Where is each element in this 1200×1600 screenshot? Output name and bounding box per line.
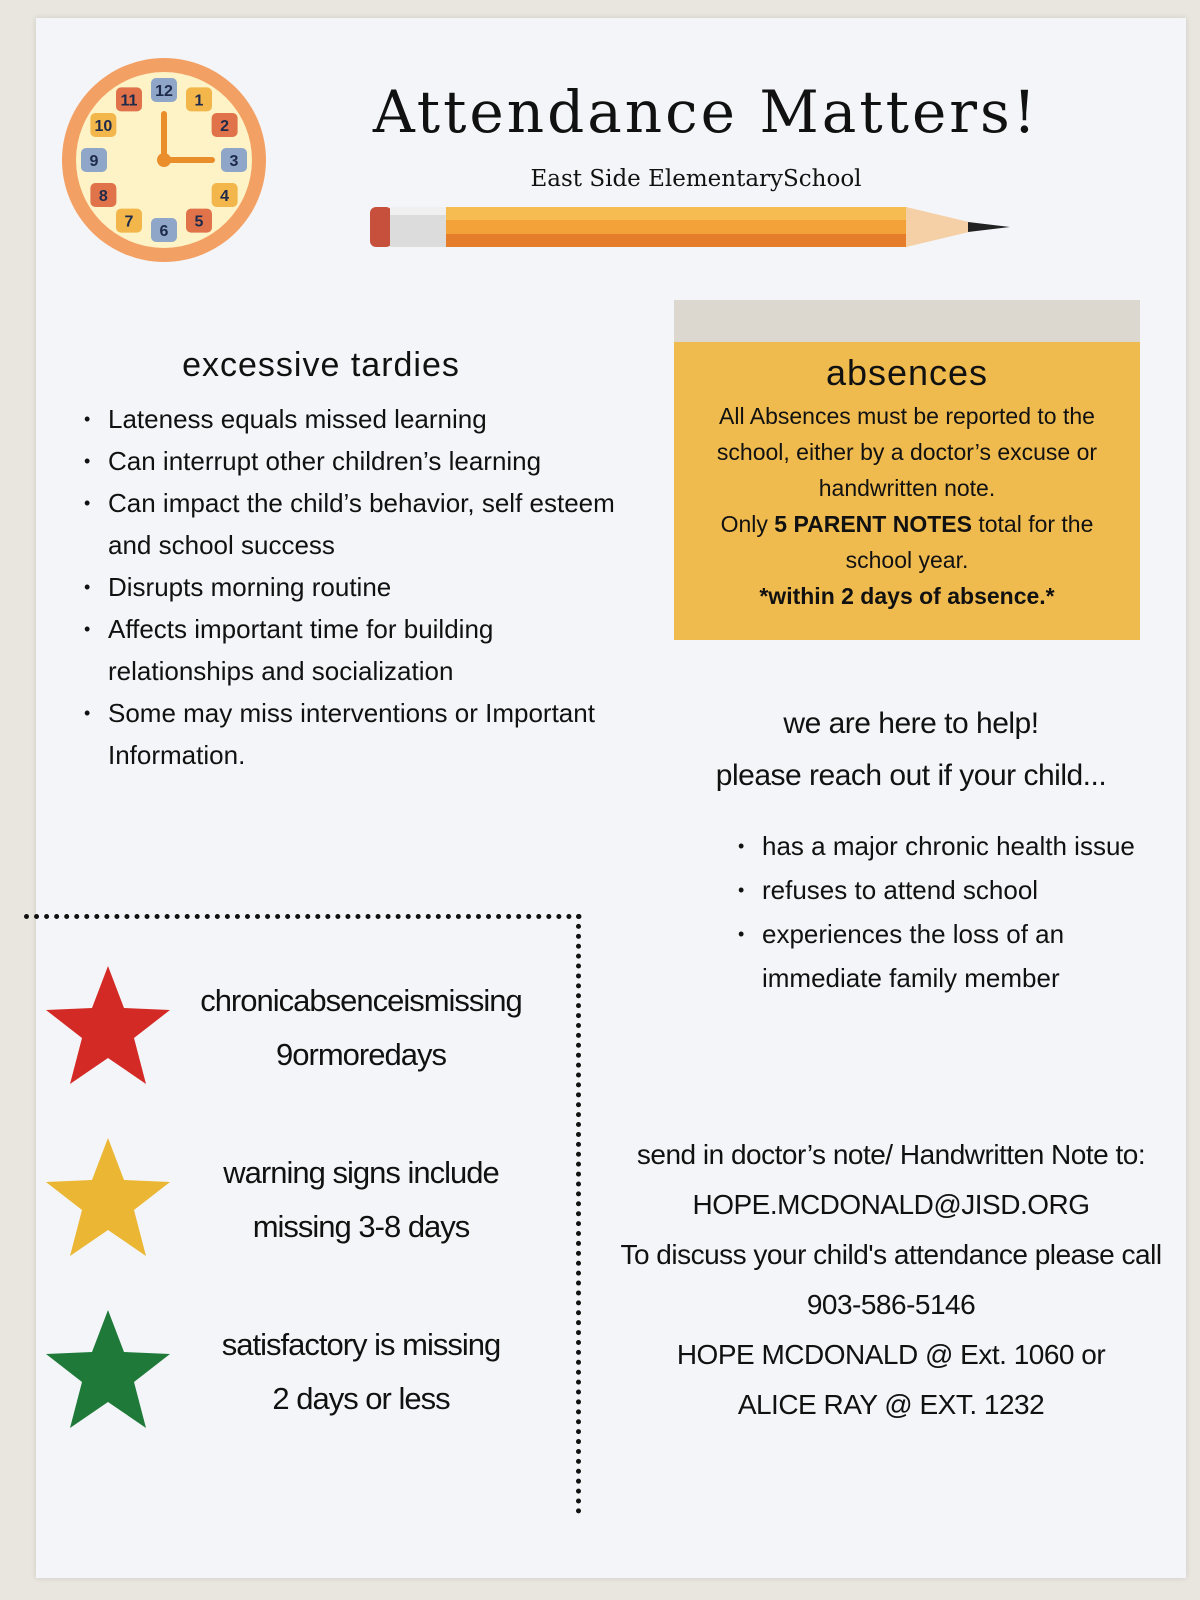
tardies-heading: excessive tardies bbox=[182, 346, 460, 384]
help-line: we are here to help! bbox=[783, 707, 1039, 740]
absences-parent-notes bbox=[690, 506, 1124, 578]
page-title: Attendance Matters! bbox=[372, 78, 1040, 146]
list-item: • Can interrupt other children’s learning bbox=[78, 440, 638, 482]
level-chronic bbox=[36, 962, 576, 1102]
pencil-icon bbox=[370, 203, 1030, 251]
level-text bbox=[176, 974, 546, 1082]
list-item: • Disrupts morning routine bbox=[78, 566, 638, 608]
level-satisfactory bbox=[36, 1306, 576, 1446]
list-item: • Some may miss interventions or Important Information. bbox=[78, 692, 638, 776]
absences-deadline bbox=[690, 578, 1124, 614]
list-item: • refuses to attend school bbox=[736, 868, 1156, 912]
clock-number: 10 bbox=[94, 118, 113, 135]
dotted-divider bbox=[576, 914, 581, 1514]
level-line: 2 days or less bbox=[272, 1381, 450, 1416]
contact-extension: ALICE RAY @ EXT. 1232 bbox=[737, 1389, 1045, 1420]
level-line: chronicabsenceismissing bbox=[200, 983, 522, 1018]
absences-text: All Absences must be reported to the school, either by a doctor’s excuse or handwritten note. bbox=[716, 403, 1098, 501]
school-name: East Side ElementarySchool bbox=[530, 166, 862, 192]
help-section bbox=[676, 698, 1146, 802]
contact-section bbox=[606, 1130, 1176, 1430]
dotted-divider bbox=[24, 914, 582, 919]
flyer-page bbox=[36, 18, 1186, 1578]
list-item: • Can impact the child’s behavior, self esteem and school success bbox=[78, 482, 638, 566]
help-list bbox=[736, 824, 1156, 1000]
contact-phone: 903-586-5146 bbox=[806, 1289, 976, 1320]
clock-number: 8 bbox=[98, 188, 108, 205]
contact-email: HOPE.MCDONALD@JISD.ORG bbox=[692, 1189, 1090, 1220]
green-star-icon bbox=[42, 1306, 174, 1434]
deadline-text: *within 2 days of absence.* bbox=[759, 583, 1055, 609]
contact-extension: HOPE MCDONALD @ Ext. 1060 or bbox=[676, 1339, 1106, 1370]
level-warning bbox=[36, 1134, 576, 1274]
red-star-icon bbox=[42, 962, 174, 1090]
text-span: total for the school year. bbox=[845, 511, 1094, 573]
clock-number: 9 bbox=[89, 153, 99, 170]
tardies-list bbox=[78, 398, 638, 776]
contact-line: To discuss your child's attendance please call bbox=[620, 1239, 1162, 1270]
list-item: • Affects important time for building relationships and socialization bbox=[78, 608, 638, 692]
clock-number: 11 bbox=[120, 92, 138, 110]
help-line: please reach out if your child... bbox=[715, 759, 1107, 792]
absences-box bbox=[674, 300, 1140, 640]
level-text bbox=[176, 1146, 546, 1254]
level-text bbox=[176, 1318, 546, 1426]
level-line: 9ormoredays bbox=[276, 1037, 446, 1072]
clock-number: 5 bbox=[194, 213, 204, 231]
level-line: missing 3-8 days bbox=[252, 1209, 470, 1244]
list-item: • Lateness equals missed learning bbox=[78, 398, 638, 440]
absences-heading: absences bbox=[825, 352, 989, 393]
clock-number: 2 bbox=[220, 118, 230, 135]
clock-number: 3 bbox=[229, 153, 239, 170]
clock-number: 6 bbox=[159, 223, 169, 240]
clock-icon bbox=[58, 54, 270, 266]
clock-number: 1 bbox=[194, 92, 204, 110]
clock-number: 4 bbox=[220, 188, 230, 205]
list-item: • experiences the loss of an immediate family member bbox=[736, 912, 1156, 1000]
list-item: • has a major chronic health issue bbox=[736, 824, 1156, 868]
text-span: Only bbox=[720, 511, 775, 537]
box-band bbox=[674, 300, 1140, 342]
yellow-star-icon bbox=[42, 1134, 174, 1262]
level-line: warning signs include bbox=[223, 1155, 499, 1190]
clock-number: 7 bbox=[124, 213, 134, 231]
contact-line: send in doctor’s note/ Handwritten Note to: bbox=[636, 1139, 1146, 1170]
level-line: satisfactory is missing bbox=[221, 1327, 501, 1362]
parent-notes-count: 5 PARENT NOTES bbox=[774, 511, 972, 537]
clock-number: 12 bbox=[155, 83, 173, 100]
